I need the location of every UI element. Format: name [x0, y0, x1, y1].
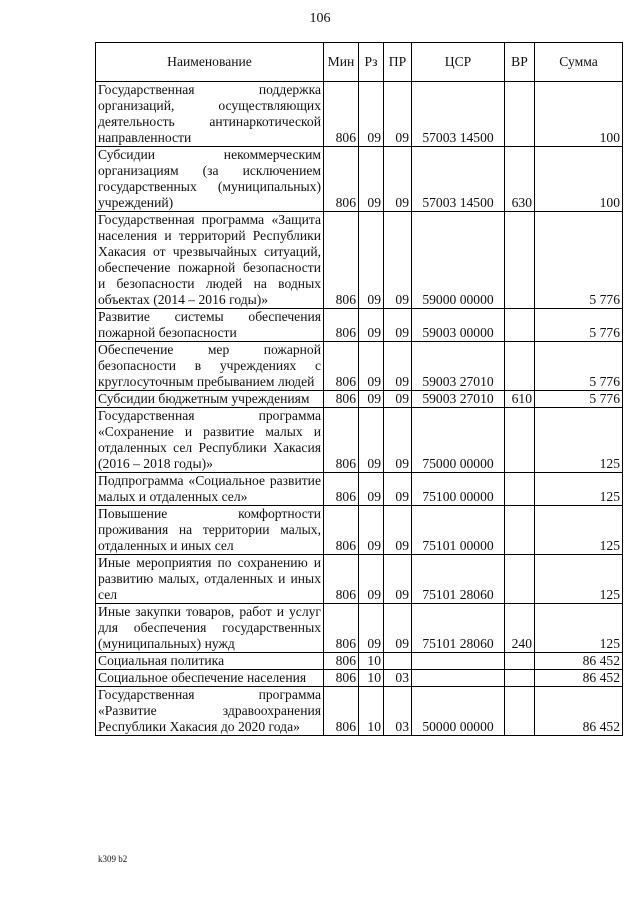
row-rz: 10 — [359, 670, 384, 687]
row-pr: 09 — [384, 391, 412, 408]
row-vr — [505, 342, 535, 391]
header-rz: Рз — [359, 43, 384, 82]
row-vr: 240 — [505, 604, 535, 653]
row-pr: 09 — [384, 408, 412, 473]
row-rz: 09 — [359, 212, 384, 309]
row-rz: 09 — [359, 82, 384, 147]
row-csr: 50000 00000 — [412, 687, 505, 736]
table-row — [96, 604, 623, 653]
row-pr: 09 — [384, 473, 412, 506]
budget-table — [95, 42, 623, 736]
row-min: 806 — [324, 604, 359, 653]
row-pr: 09 — [384, 309, 412, 342]
table-row — [96, 653, 623, 670]
header-pr: ПР — [384, 43, 412, 82]
row-pr: 09 — [384, 342, 412, 391]
header-sum: Сумма — [535, 43, 623, 82]
row-sum: 125 — [535, 555, 623, 604]
row-pr: 09 — [384, 212, 412, 309]
row-sum: 5 776 — [535, 212, 623, 309]
row-min: 806 — [324, 309, 359, 342]
row-name: Субсидии некоммерческим организациям (за исключением государственных (муниципальных) учреждений) — [96, 147, 324, 212]
row-min: 806 — [324, 408, 359, 473]
row-name: Подпрограмма «Социальное развитие малых и отдаленных сел» — [96, 473, 324, 506]
row-rz: 09 — [359, 147, 384, 212]
row-min: 806 — [324, 687, 359, 736]
row-min: 806 — [324, 342, 359, 391]
row-csr: 59000 00000 — [412, 212, 505, 309]
row-name: Иные мероприятия по сохранению и развитию малых, отдаленных и иных сел — [96, 555, 324, 604]
row-rz: 09 — [359, 309, 384, 342]
footer-code: k309 b2 — [98, 854, 128, 864]
row-min: 806 — [324, 473, 359, 506]
row-pr: 09 — [384, 82, 412, 147]
row-csr — [412, 670, 505, 687]
row-csr: 57003 14500 — [412, 82, 505, 147]
row-name: Государственная программа «Сохранение и развитие малых и отдаленных сел Республики Хакасия (2016 – 2018 годы)» — [96, 408, 324, 473]
row-pr: 09 — [384, 555, 412, 604]
table-header-row — [96, 43, 623, 82]
row-vr — [505, 506, 535, 555]
row-rz: 09 — [359, 342, 384, 391]
row-sum: 5 776 — [535, 391, 623, 408]
row-sum: 100 — [535, 147, 623, 212]
row-pr: 03 — [384, 670, 412, 687]
row-vr: 610 — [505, 391, 535, 408]
header-csr: ЦСР — [412, 43, 505, 82]
row-name: Развитие системы обеспечения пожарной безопасности — [96, 309, 324, 342]
table-row — [96, 670, 623, 687]
row-vr — [505, 555, 535, 604]
row-name: Государственная поддержка организаций, осуществляющих деятельность антинаркотической направленности — [96, 82, 324, 147]
row-sum: 5 776 — [535, 309, 623, 342]
row-name: Государственная программа «Развитие здравоохранения Республики Хакасия до 2020 года» — [96, 687, 324, 736]
row-min: 806 — [324, 670, 359, 687]
row-csr: 75101 00000 — [412, 506, 505, 555]
table-row — [96, 555, 623, 604]
row-csr: 75101 28060 — [412, 604, 505, 653]
row-min: 806 — [324, 653, 359, 670]
table-row — [96, 147, 623, 212]
row-min: 806 — [324, 212, 359, 309]
row-sum: 125 — [535, 473, 623, 506]
row-min: 806 — [324, 147, 359, 212]
row-sum: 125 — [535, 408, 623, 473]
row-vr — [505, 212, 535, 309]
row-min: 806 — [324, 82, 359, 147]
row-csr: 59003 00000 — [412, 309, 505, 342]
row-pr: 03 — [384, 687, 412, 736]
row-vr — [505, 473, 535, 506]
row-pr — [384, 653, 412, 670]
table-row — [96, 687, 623, 736]
row-vr — [505, 653, 535, 670]
row-vr — [505, 670, 535, 687]
row-vr: 630 — [505, 147, 535, 212]
row-pr: 09 — [384, 147, 412, 212]
row-vr — [505, 687, 535, 736]
row-rz: 09 — [359, 555, 384, 604]
row-vr — [505, 408, 535, 473]
row-csr: 59003 27010 — [412, 391, 505, 408]
row-rz: 10 — [359, 687, 384, 736]
row-rz: 09 — [359, 506, 384, 555]
row-min: 806 — [324, 555, 359, 604]
row-sum: 125 — [535, 604, 623, 653]
row-pr: 09 — [384, 604, 412, 653]
table-row — [96, 309, 623, 342]
row-name: Обеспечение мер пожарной безопасности в учреждениях с круглосуточным пребыванием людей — [96, 342, 324, 391]
row-sum: 5 776 — [535, 342, 623, 391]
row-min: 806 — [324, 506, 359, 555]
table-row — [96, 82, 623, 147]
row-sum: 86 452 — [535, 653, 623, 670]
row-rz: 09 — [359, 408, 384, 473]
row-csr: 75100 00000 — [412, 473, 505, 506]
row-csr — [412, 653, 505, 670]
row-name: Субсидии бюджетным учреждениям — [96, 391, 324, 408]
row-rz: 10 — [359, 653, 384, 670]
row-name: Иные закупки товаров, работ и услуг для обеспечения государственных (муниципальных) нужд — [96, 604, 324, 653]
row-vr — [505, 309, 535, 342]
page-number: 106 — [309, 11, 331, 26]
row-sum: 125 — [535, 506, 623, 555]
row-pr: 09 — [384, 506, 412, 555]
row-sum: 100 — [535, 82, 623, 147]
table-row — [96, 342, 623, 391]
row-rz: 09 — [359, 473, 384, 506]
table-row — [96, 408, 623, 473]
table-row — [96, 473, 623, 506]
header-vr: ВР — [505, 43, 535, 82]
row-csr: 75101 28060 — [412, 555, 505, 604]
table-row — [96, 506, 623, 555]
row-rz: 09 — [359, 391, 384, 408]
header-min: Мин — [324, 43, 359, 82]
table-row — [96, 212, 623, 309]
row-csr: 57003 14500 — [412, 147, 505, 212]
row-sum: 86 452 — [535, 687, 623, 736]
row-min: 806 — [324, 391, 359, 408]
row-rz: 09 — [359, 604, 384, 653]
row-vr — [505, 82, 535, 147]
table-row — [96, 391, 623, 408]
row-name: Повышение комфортности проживания на территории малых, отдаленных и иных сел — [96, 506, 324, 555]
row-name: Социальная политика — [96, 653, 324, 670]
row-name: Социальное обеспечение населения — [96, 670, 324, 687]
row-csr: 75000 00000 — [412, 408, 505, 473]
header-name: Наименование — [96, 43, 324, 82]
row-sum: 86 452 — [535, 670, 623, 687]
row-csr: 59003 27010 — [412, 342, 505, 391]
row-name: Государственная программа «Защита населения и территорий Республики Хакасия от чрезвычайных ситуаций, обеспечение пожарной безопасности и безопасности людей на водных объектах (2014 – 2016 годы)» — [96, 212, 324, 309]
